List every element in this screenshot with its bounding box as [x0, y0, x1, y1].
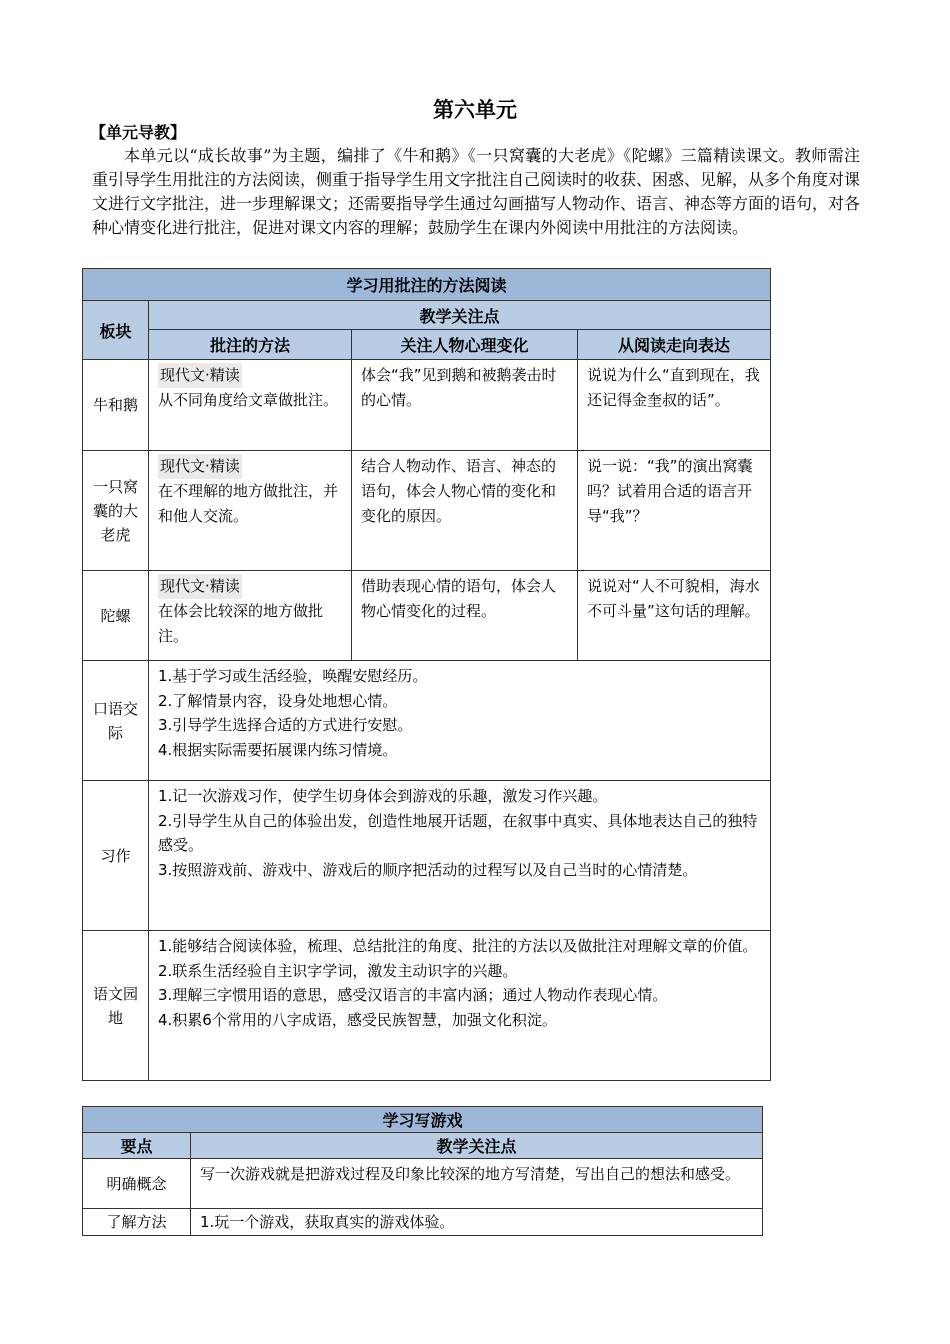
psych-cell: 借助表现心情的语句，体会人物心情变化的过程。	[352, 571, 578, 661]
writing-goals	[149, 781, 771, 931]
lesson-type-tag: 现代文·精读	[158, 363, 242, 388]
col-method-header: 批注的方法	[149, 330, 352, 360]
lesson-type-tag: 现代文·精读	[158, 574, 242, 599]
table-row	[83, 1159, 763, 1209]
block-label: 牛和鹅	[83, 360, 149, 451]
reading-table-title: 学习用批注的方法阅读	[83, 269, 771, 301]
block-label: 一只窝囊的大老虎	[83, 451, 149, 571]
writing-row	[83, 781, 771, 931]
method-cell: 现代文·精读 在体会比较深的地方做批注。	[149, 571, 352, 661]
block-label: 语文园地	[83, 931, 149, 1081]
table-row	[83, 571, 771, 661]
focus-cell: 写一次游戏就是把游戏过程及印象比较深的地方写清楚，写出自己的想法和感受。	[191, 1159, 763, 1209]
list-item: 1.基于学习或生活经验，唤醒安慰经历。	[158, 667, 428, 685]
express-cell: 说一说：“我”的演出窝囊吗？试着用合适的语言开导“我”？	[578, 451, 771, 571]
psych-cell: 体会“我”见到鹅和被鹅袭击时的心情。	[352, 360, 578, 451]
garden-goals	[149, 931, 771, 1081]
unit-guide-heading: 【单元导教】	[90, 123, 187, 142]
table-row	[83, 1209, 763, 1236]
method-cell: 现代文·精读 从不同角度给文章做批注。	[149, 360, 352, 451]
unit-guide-paragraph: 本单元以“成长故事”为主题，编排了《牛和鹅》《一只窝囊的大老虎》《陀螺》三篇精读课文。教师需注重引导学生用批注的方法阅读，侧重于指导学生用文字批注自己阅读时的收获、困惑、见解，从多个角度对课文进行文字批注，进一步理解课文；还需要指导学生通过勾画描写人物动作、语言、神态等方面的语句，对各种心情变化进行批注，促进对课文内容的理解；鼓励学生在课内外阅读中用批注的方法阅读。	[92, 146, 861, 237]
game-writing-table	[82, 1106, 763, 1236]
page-title: 第六单元	[433, 97, 517, 122]
reading-table	[82, 268, 771, 1081]
list-item: 2.联系生活经验自主识字学词，激发主动识字的兴趣。	[158, 961, 518, 980]
col-block-header: 板块	[83, 301, 149, 360]
col-focus-header: 教学关注点	[191, 1133, 763, 1159]
list-item: 3.按照游戏前、游戏中、游戏后的顺序把活动的过程写以及自己当时的心情清楚。	[158, 860, 698, 879]
point-label: 明确概念	[83, 1159, 191, 1209]
oral-row	[83, 661, 771, 781]
express-cell: 说说对“人不可貌相，海水不可斗量”这句话的理解。	[578, 571, 771, 661]
col-point-header: 要点	[83, 1133, 191, 1159]
psych-cell: 结合人物动作、语言、神态的语句，体会人物心情的变化和变化的原因。	[352, 451, 578, 571]
express-cell: 说说为什么“直到现在，我还记得金奎叔的话”。	[578, 360, 771, 451]
block-label: 习作	[83, 781, 149, 931]
col-focus-header: 教学关注点	[149, 301, 771, 330]
list-item: 2.引导学生从自己的体验出发，创造性地展开话题，在叙事中真实、具体地表达自己的独特感受。	[158, 811, 758, 854]
list-item: 1.记一次游戏习作，使学生切身体会到游戏的乐趣，激发习作兴趣。	[158, 787, 608, 805]
oral-goals	[149, 661, 771, 781]
focus-cell: 1.玩一个游戏，获取真实的游戏体验。	[191, 1209, 763, 1236]
table-row	[83, 360, 771, 451]
list-item: 1.能够结合阅读体验，梳理、总结批注的角度、批注的方法以及做批注对理解文章的价值。	[158, 937, 758, 955]
garden-row	[83, 931, 771, 1081]
list-item: 4.根据实际需要拓展课内练习情境。	[158, 740, 398, 759]
lesson-type-tag: 现代文·精读	[158, 454, 242, 479]
col-psych-header: 关注人物心理变化	[352, 330, 578, 360]
list-item: 3.引导学生选择合适的方式进行安慰。	[158, 716, 413, 734]
game-table-title: 学习写游戏	[83, 1107, 763, 1133]
list-item: 3.理解三字惯用语的意思，感受汉语言的丰富内涵；通过人物动作表现心情。	[158, 986, 668, 1004]
block-label: 陀螺	[83, 571, 149, 661]
method-cell: 现代文·精读 在不理解的地方做批注，并和他人交流。	[149, 451, 352, 571]
list-item: 4.积累6个常用的八字成语，感受民族智慧，加强文化积淀。	[158, 1010, 557, 1029]
point-label: 了解方法	[83, 1209, 191, 1236]
table-row	[83, 451, 771, 571]
block-label: 口语交际	[83, 661, 149, 781]
list-item: 2.了解情景内容，设身处地想心情。	[158, 691, 398, 710]
col-express-header: 从阅读走向表达	[578, 330, 771, 360]
